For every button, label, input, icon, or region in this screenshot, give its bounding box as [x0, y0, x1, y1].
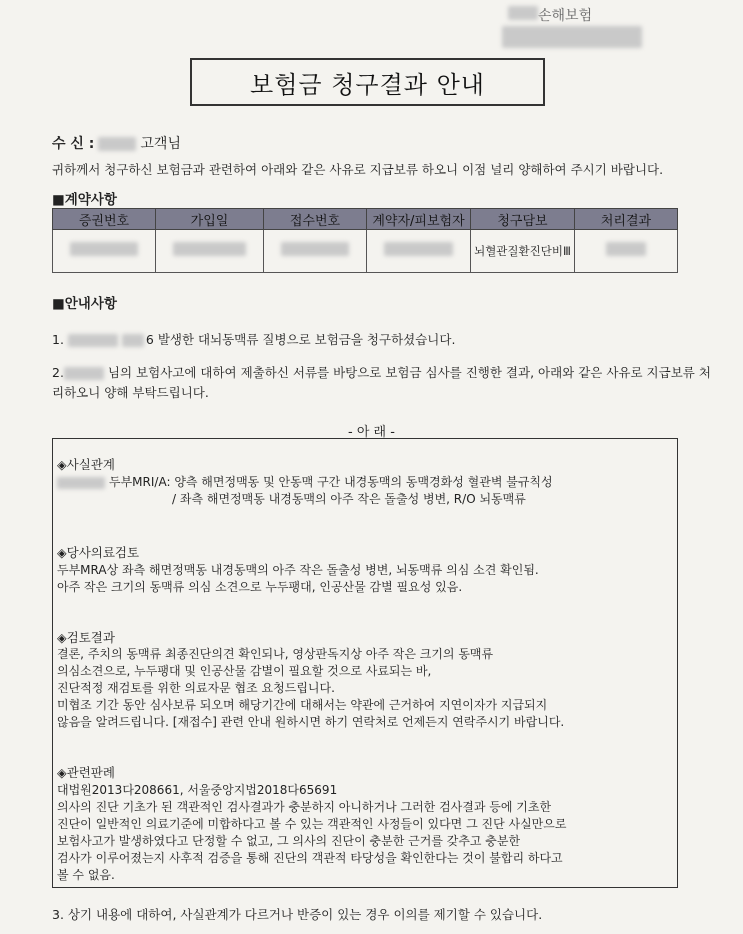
facts-line-2: / 좌측 해면정맥동 내경동맥의 아주 작은 돌출성 병변, R/O 뇌동맥류	[172, 492, 526, 506]
below-heading: - 아 래 -	[348, 425, 395, 440]
intro-text: 귀하께서 청구하신 보험금과 관련하여 아래와 같은 사유로 지급보류 하오니 이점 널리 양해하여 주시기 바랍니다.	[52, 162, 664, 177]
company-header	[498, 4, 668, 52]
facts-line-1	[57, 473, 553, 490]
redacted-name	[64, 367, 104, 380]
cell-policy-number	[53, 230, 156, 273]
precedent-line-2: 의사의 진단 기초가 된 객관적인 검사결과가 충분하지 아니하거나 그러한 검사결과 등에 기초한	[57, 800, 552, 814]
recipient-line	[52, 133, 181, 153]
contract-table	[52, 208, 678, 273]
header-policy-number: 증권번호	[53, 209, 156, 230]
medical-review-heading: ◈당사의료검토	[57, 545, 140, 560]
cell-result	[575, 230, 678, 273]
precedent-line-6: 볼 수 없음.	[57, 868, 115, 882]
review-line-4: 미협조 기간 동안 심사보류 되오며 해당기간에 대해서는 약관에 근거하여 지연이자가 지급되지	[57, 698, 548, 712]
company-name: 손해보험	[538, 8, 593, 24]
precedent-line-5: 검사가 이루어졌는지 사후적 검증을 통해 진단의 객관적 타당성을 확인한다는 것이 불합리 하다고	[57, 851, 563, 865]
item1-text: 6 발생한 대뇌동맥류 질병으로 보험금을 청구하셨습니다.	[145, 332, 456, 347]
redacted-date	[57, 477, 105, 489]
redacted-value	[606, 242, 645, 256]
redacted-value	[281, 242, 350, 256]
header-claim-coverage: 청구담보	[471, 209, 575, 230]
precedent-line-3: 진단이 일반적인 의료기준에 미합하다고 볼 수 있는 객관적인 사정들이 있다면 그 진단 사실만으로	[57, 817, 567, 831]
header-contractor-insured: 계약자/피보험자	[367, 209, 471, 230]
notice-item-2-line-2: 리하오니 양해 부탁드립니다.	[52, 385, 209, 400]
facts-line-1-text: 두부MRI/A: 양측 해면정맥동 및 안동맥 구간 내경동맥의 동맥경화성 혈관벽 불규칙성	[109, 475, 553, 489]
precedent-line-4: 보험사고가 발생하였다고 단정할 수 없고, 그 의사의 진단이 충분한 근거를 갖추고 충분한	[57, 834, 521, 848]
redacted-value	[70, 242, 139, 256]
cell-join-date	[156, 230, 264, 273]
review-result-heading: ◈검토결과	[57, 630, 115, 645]
precedent-line-1: 대법원2013다208661, 서울중앙지법2018다65691	[57, 783, 338, 797]
redacted-date	[68, 334, 118, 347]
review-line-2: 의심소견으로, 누두팽대 및 인공산물 감별이 필요할 것으로 사료되는 바,	[57, 664, 432, 678]
document-title: 보험금 청구결과 안내	[190, 58, 545, 106]
item2-text: 님의 보험사고에 대하여 제출하신 서류를 바탕으로 보험금 심사를 진행한 결과, 아래와 같은 사유로 지급보류 처	[107, 365, 711, 380]
header-result: 처리결과	[575, 209, 678, 230]
header-receipt-number: 접수번호	[264, 209, 367, 230]
item2-prefix: 2.	[52, 365, 64, 380]
cell-contractor-insured	[367, 230, 471, 273]
precedent-heading: ◈관련판례	[57, 765, 115, 780]
header-join-date: 가입일	[156, 209, 264, 230]
notice-item-3: 3. 상기 내용에 대하여, 사실관계가 다르거나 반증이 있는 경우 이의를 제기할 수 있습니다.	[52, 907, 543, 922]
contract-table-header-row	[53, 209, 678, 230]
redacted-value	[173, 242, 245, 256]
recipient-suffix: 고객님	[140, 136, 181, 152]
facts-heading: ◈사실관계	[57, 457, 115, 472]
redacted-company-address	[502, 26, 642, 48]
review-line-5: 않음을 알려드립니다. [재접수] 관련 안내 원하시면 하기 연락처로 언제든지 연락주시기 바랍니다.	[57, 715, 565, 729]
medical-line-1: 두부MRA상 좌측 해면정맥동 내경동맥의 아주 작은 돌출성 병변, 뇌동맥류 의심 소견 확인됨.	[57, 563, 539, 577]
cell-claim-coverage: 뇌혈관질환진단비Ⅲ	[471, 230, 575, 273]
cell-receipt-number	[264, 230, 367, 273]
redacted-company-prefix	[508, 6, 538, 20]
notice-item-1	[52, 330, 455, 348]
redacted-date	[122, 334, 144, 347]
review-line-3: 진단적정 재검토를 위한 의료자문 협조 요청드립니다.	[57, 681, 335, 695]
section-contract-heading: ■계약사항	[52, 192, 117, 208]
contract-table-row	[53, 230, 678, 273]
item1-prefix: 1.	[52, 332, 64, 347]
recipient-label: 수 신 :	[52, 136, 95, 152]
notice-item-2-line-1	[52, 363, 711, 381]
review-line-1: 결론, 주치의 동맥류 최종진단의견 확인되나, 영상판독지상 아주 작은 크기의 동맥류	[57, 647, 494, 661]
section-notice-heading: ■안내사항	[52, 296, 117, 312]
medical-line-2: 아주 작은 크기의 동맥류 의심 소견으로 누두팽대, 인공산물 감별 필요성 있음.	[57, 580, 463, 594]
redacted-recipient-name	[98, 137, 136, 151]
redacted-value	[384, 242, 453, 256]
